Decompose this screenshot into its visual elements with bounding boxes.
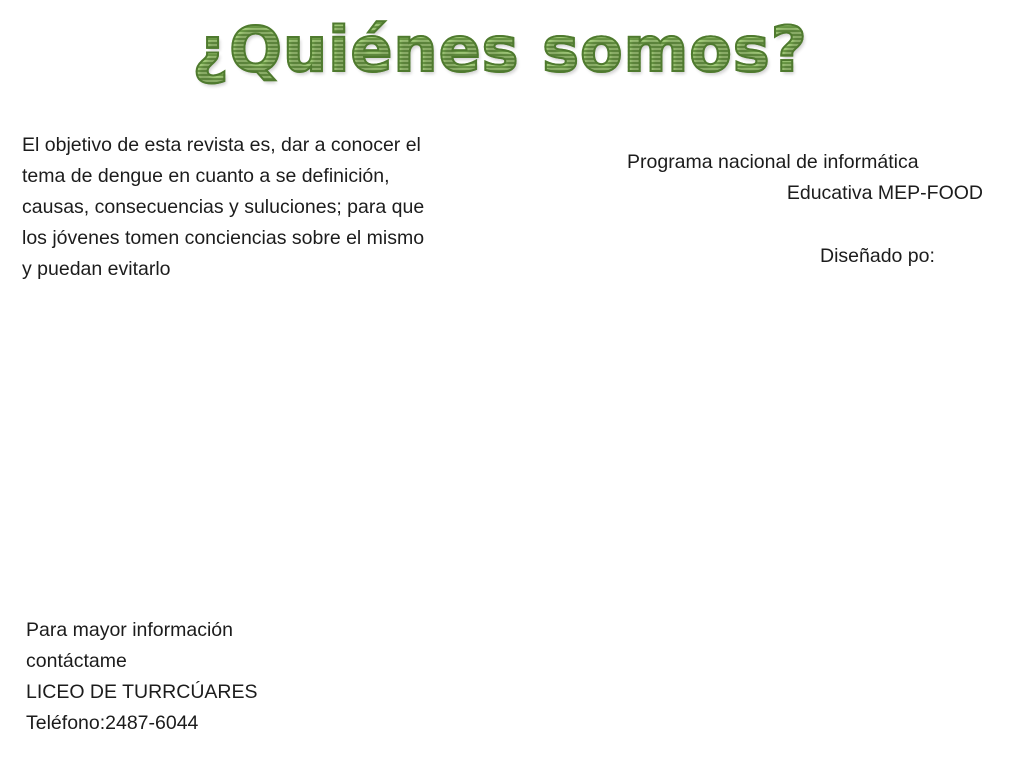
objective-paragraph: El objetivo de esta revista es, dar a conocer el tema de dengue en cuanto a se definición, causas, consecuencias y suluciones; para que los jóvenes tomen conciencias sobre el mismo y puedan evitarlo [22, 134, 425, 280]
program-info [620, 147, 990, 272]
program-name-line: Programa nacional de informática [627, 151, 919, 173]
contact-info [26, 615, 326, 739]
contact-line-phone: Teléfono:2487-6044 [26, 712, 199, 734]
program-subtitle-line: Educativa MEP-FOOD [786, 182, 983, 204]
contact-line-school: LICEO DE TURRCÚARES [26, 681, 258, 703]
contact-line-contact-me: contáctame [26, 650, 127, 672]
contact-line-more-info: Para mayor información [26, 619, 233, 641]
page-title-text: ¿Quiénes somos? [192, 13, 808, 86]
designed-by-label: Diseñado po: [820, 245, 935, 267]
page-title [0, 10, 1000, 90]
